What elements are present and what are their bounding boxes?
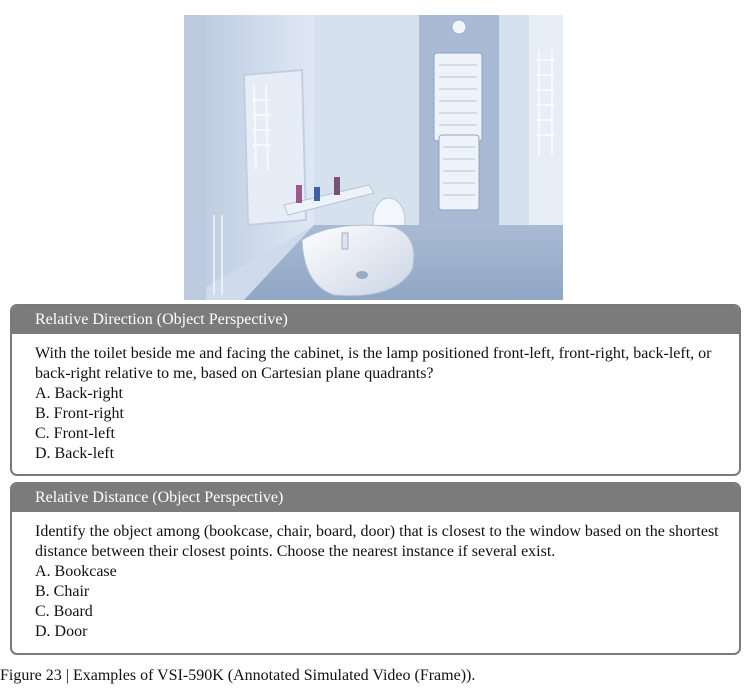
answer-option-a: A. Bookcase [35,563,117,580]
question-card-relative-direction [10,304,741,476]
answer-option-c: C. Front-left [35,425,115,442]
question-card-body [12,334,739,464]
figure-caption: Figure 23 | Examples of VSI-590K (Annotated Simulated Video (Frame)). [0,667,476,684]
bathroom-scene-image [184,15,563,300]
answer-option-b: B. Front-right [35,405,124,422]
question-card-title: Relative Direction (Object Perspective) [12,306,739,334]
question-card-body [12,512,739,642]
answer-option-a: A. Back-right [35,385,123,402]
question-card-relative-distance [10,482,741,655]
answer-option-d: D. Back-left [35,445,115,462]
question-prompt: Identify the object among (bookcase, chair, board, door) that is closest to the window based on the shortest distance between their closest points. Choose the nearest instance if several exist. [35,523,719,560]
answer-option-b: B. Chair [35,583,90,600]
answer-option-c: C. Board [35,603,93,620]
question-prompt: With the toilet beside me and facing the cabinet, is the lamp positioned front-left, front-right, back-left, or back-right relative to me, based on Cartesian plane quadrants? [35,345,712,382]
answer-option-d: D. Door [35,623,88,640]
question-card-title: Relative Distance (Object Perspective) [12,484,739,512]
